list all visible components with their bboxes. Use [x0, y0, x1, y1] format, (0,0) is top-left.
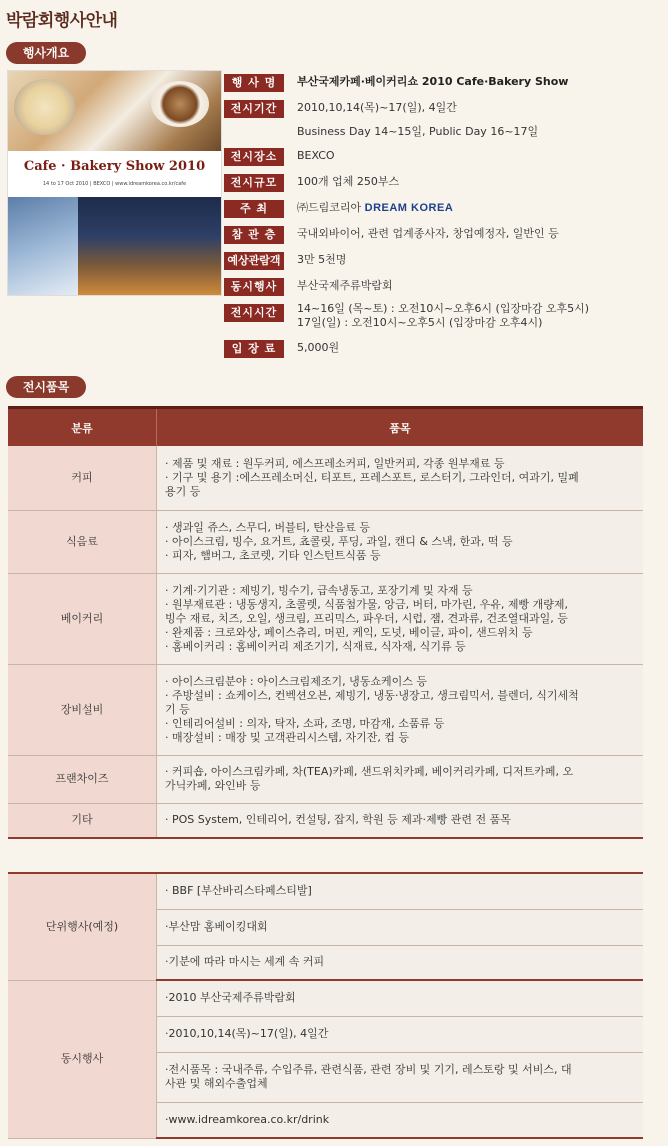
- event-item: ·기분에 따라 마시는 세계 속 커피: [157, 945, 644, 980]
- event-item-line: ·전시품목 : 국내주류, 수입주류, 관련식품, 관련 장비 및 기기, 레스토랑 및 서비스, 대: [165, 1063, 572, 1076]
- info-value: [297, 201, 667, 215]
- product-line: · 기계·기기관 : 제빙기, 빙수기, 급속냉동고, 포장기계 및 자재 등: [165, 583, 473, 597]
- products-cell: [157, 510, 644, 573]
- poster-subtitle: 14 to 17 Oct 2010 | BEXCO | www.idreamkorea.co.kr/cafe: [42, 181, 187, 187]
- category-cell: 기타: [8, 803, 157, 838]
- info-value: BEXCO: [297, 149, 335, 162]
- event-item: · BBF [부산바리스타페스티발]: [157, 873, 644, 909]
- poster-banner: [8, 151, 221, 197]
- info-value: Business Day 14~15일, Public Day 16~17일: [297, 125, 539, 138]
- product-line: · 기구 및 용기 :에스프레소머신, 티포트, 프레스포트, 로스터기, 그라인더, 여과기, 밀폐: [165, 470, 579, 484]
- event-item: ·2010 부산국제주류박람회: [157, 980, 644, 1016]
- product-line: · 아이스크림, 빙수, 요거트, 쵸콜릿, 푸딩, 과일, 캔디 & 스낵, 한과, 떡 등: [165, 534, 513, 548]
- table-header-row: [8, 408, 643, 447]
- product-line: · 완제품 : 크로와상, 페이스츄리, 머핀, 케익, 도넛, 베이글, 파이, 샌드위치 등: [165, 625, 533, 639]
- organizer-name: ㈜드림코리아: [297, 201, 362, 214]
- category-cell: 장비설비: [8, 664, 157, 755]
- category-cell: 프랜차이즈: [8, 755, 157, 803]
- events-table: [8, 872, 643, 1139]
- category-cell: 베이커리: [8, 573, 157, 664]
- info-label: 전시장소: [224, 148, 284, 166]
- product-line: 가닉카페, 와인바 등: [165, 779, 261, 792]
- product-line: · 커피숍, 아이스크림카페, 차(TEA)카페, 샌드위치카페, 베이커리카페, 디저트카페, 오: [165, 765, 574, 778]
- event-item: ·부산맘 홈베이킹대회: [157, 909, 644, 945]
- info-label: 전시시간: [224, 304, 284, 322]
- poster-building-photo: [8, 197, 78, 295]
- product-line: 빙수 재료, 치즈, 오일, 생크림, 프리믹스, 파우더, 시럽, 잼, 견과류, 건조열대과일, 등: [165, 611, 568, 625]
- info-label: 전시기간: [224, 100, 284, 118]
- table-row: [8, 980, 643, 1016]
- info-value: 2010,10,14(목)~17(일), 4일간: [297, 101, 457, 114]
- column-header-category: 분류: [8, 408, 157, 447]
- event-item: ·2010,10,14(목)~17(일), 4일간: [157, 1016, 644, 1052]
- category-cell: 커피: [8, 446, 157, 510]
- poster-title: Cafe · Bakery Show 2010: [23, 159, 206, 174]
- info-label: 참 관 층: [224, 226, 284, 244]
- table-row: [8, 803, 643, 838]
- product-line: · 아이스크림분야 : 아이스크림제조기, 냉동쇼케이스 등: [165, 674, 427, 688]
- info-value: 부산국제주류박람회: [297, 279, 393, 292]
- products-cell: [157, 446, 644, 510]
- info-label: 예상관람객: [224, 252, 284, 270]
- poster-coffee-cup: [151, 81, 209, 127]
- info-label: 전시규모: [224, 174, 284, 192]
- product-line: · 주방설비 : 쇼케이스, 컨벡션오븐, 제빙기, 냉동·냉장고, 생크림믹서, 블렌더, 식기세척: [165, 688, 579, 702]
- products-cell: [157, 664, 644, 755]
- product-line: · 매장설비 : 매장 및 고객관리시스템, 자기잔, 컵 등: [165, 730, 410, 744]
- category-cell: 식음료: [8, 510, 157, 573]
- info-label: 주 최: [224, 200, 284, 218]
- product-line: · 제품 및 재료 : 원두커피, 에스프레소커피, 일반커피, 각종 원부재료 등: [165, 456, 505, 470]
- product-line: · 인테리어설비 : 의자, 탁자, 소파, 조명, 마감재, 소품류 등: [165, 716, 445, 730]
- category-cell: 단위행사(예정): [8, 873, 157, 980]
- hours-line: 17일(일) : 오전10시~오후5시 (입장마감 오후4시): [297, 316, 543, 329]
- category-cell: 동시행사: [8, 980, 157, 1138]
- logo-word-korea: KOREA: [407, 202, 454, 214]
- info-value: 국내외바이어, 관련 업계종사자, 창업예정자, 일반인 등: [297, 227, 559, 240]
- info-value: 3만 5천명: [297, 253, 347, 266]
- products-cell: [157, 573, 644, 664]
- table-row: [8, 755, 643, 803]
- table-row: [8, 873, 643, 909]
- product-line: · 생과일 쥬스, 스무디, 버블티, 탄산음료 등: [165, 520, 370, 534]
- info-label: 행 사 명: [224, 74, 284, 92]
- table-row: [8, 446, 643, 510]
- product-line: 용기 등: [165, 484, 201, 498]
- info-value: 부산국제카페·베이커리쇼 2010 Cafe·Bakery Show: [297, 75, 569, 88]
- logo-word-dream: DREAM: [364, 202, 408, 214]
- table-row: [8, 573, 643, 664]
- product-line: · 피자, 햄버그, 초코렛, 기타 인스턴트식품 등: [165, 548, 381, 562]
- page-title: 박람회행사안내: [6, 11, 118, 31]
- exhibit-items-table: [8, 406, 643, 839]
- info-label: 동시행사: [224, 278, 284, 296]
- event-item-line: 사관 및 해외수출업체: [165, 1077, 268, 1090]
- info-label: 입 장 료: [224, 340, 284, 358]
- section-label-items: 전시품목: [6, 376, 86, 398]
- table-row: [8, 664, 643, 755]
- hours-line: 14~16일 (목~토) : 오전10시~오후6시 (입장마감 오후5시): [297, 302, 590, 315]
- product-line: · POS System, 인테리어, 컨설팅, 잡지, 학원 등 제과·제빵 관련 전 품목: [165, 813, 511, 827]
- section-label-overview: 행사개요: [6, 42, 86, 64]
- dream-korea-logo: [365, 202, 454, 214]
- event-item: ·www.idreamkorea.co.kr/drink: [157, 1102, 644, 1138]
- products-cell: [157, 755, 644, 803]
- event-item: [157, 1052, 644, 1102]
- info-value: 100개 업체 250부스: [297, 175, 400, 188]
- product-line: 기 등: [165, 702, 190, 716]
- poster-soup-bowl: [14, 79, 76, 135]
- column-header-products: 품목: [157, 408, 644, 447]
- info-value: 5,000원: [297, 341, 340, 354]
- info-value: [297, 302, 667, 330]
- product-line: · 원부재료관 : 냉동생지, 초콜렛, 식품첨가물, 앙금, 버터, 마가린, 우유, 제빵 개량제,: [165, 597, 569, 611]
- product-line: · 홈베이커리 : 홈베이커리 제조기기, 식재료, 식자재, 식기류 등: [165, 639, 466, 653]
- event-poster: [7, 70, 222, 296]
- products-cell: [157, 803, 644, 838]
- table-row: [8, 510, 643, 573]
